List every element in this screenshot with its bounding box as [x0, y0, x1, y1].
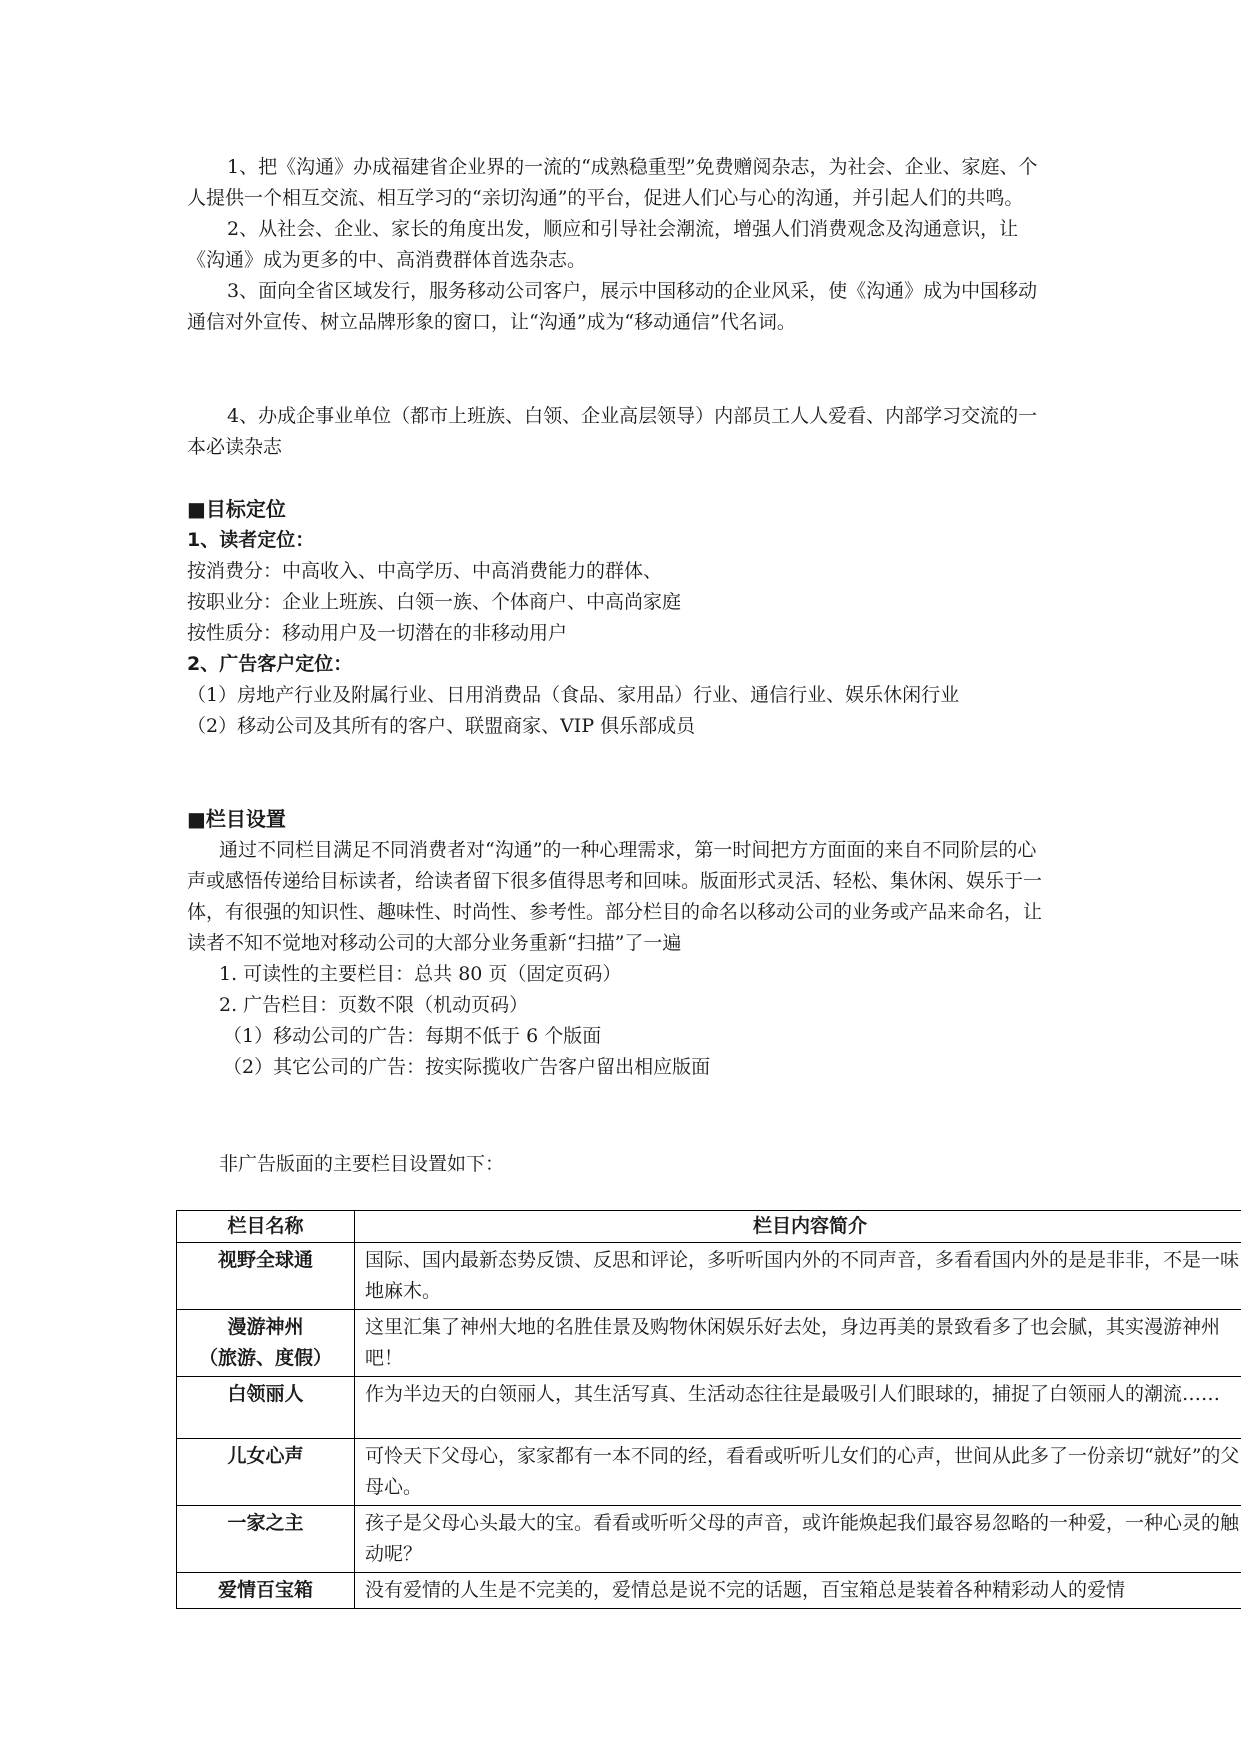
- column-desc-cell: 国际、国内最新态势反馈、反思和评论，多听听国内外的不同声音，多看看国内外的是是非非，不是一味地麻木。: [355, 1243, 1241, 1310]
- intro-section: [187, 152, 1055, 338]
- column-name: 白领丽人: [227, 1383, 304, 1405]
- table-intro-block: [187, 1149, 1055, 1180]
- column-name: 漫游神州: [227, 1316, 304, 1338]
- column-desc-cell: 作为半边天的白领丽人，其生活写真、生活动态往往是最吸引人们眼球的，捕捉了白领丽人的潮流……: [355, 1377, 1241, 1439]
- columns-sub-list-item: （2）其它公司的广告：按实际揽收广告客户留出相应版面: [223, 1056, 711, 1078]
- columns-heading: ■栏目设置: [187, 807, 286, 831]
- column-name-cell: [177, 1377, 355, 1439]
- columns-intro: 通过不同栏目满足不同消费者对“沟通”的一种心理需求，第一时间把方方面面的来自不同阶层的心声或感悟传递给目标读者，给读者留下很多值得思考和回味。版面形式灵活、轻松、集休闲、娱乐于一体，有很强的知识性、趣味性、时尚性、参考性。部分栏目的命名以移动公司的业务或产品来命名，让读者不知不觉地对移动公司的大部分业务重新“扫描”了一遍: [187, 839, 1043, 954]
- intro-paragraph-4: 4、办成企事业单位（都市上班族、白领、企业高层领导）内部员工人人爱看、内部学习交流的一本必读杂志: [187, 405, 1038, 458]
- intro-paragraph-1: 1、把《沟通》办成福建省企业界的一流的“成熟稳重型”免费赠阅杂志，为社会、企业、家庭、个人提供一个相互交流、相互学习的“亲切沟通”的平台，促进人们心与心的沟通，并引起人们的共鸣。: [187, 156, 1038, 209]
- ad-heading: 2、广告客户定位：: [187, 653, 353, 675]
- column-name-cell: [177, 1573, 355, 1609]
- table-intro: 非广告版面的主要栏目设置如下：: [219, 1153, 505, 1175]
- column-name-cell: [177, 1506, 355, 1573]
- columns-list-item: 2. 广告栏目：页数不限（机动页码）: [219, 994, 529, 1016]
- table-row: [177, 1377, 1241, 1439]
- column-name-cell: [177, 1310, 355, 1377]
- reader-line: 按性质分：移动用户及一切潜在的非移动用户: [187, 622, 568, 644]
- column-name: 视野全球通: [217, 1249, 313, 1271]
- table-row: [177, 1310, 1241, 1377]
- table-row: [177, 1439, 1241, 1506]
- intro-paragraph-3: 3、面向全省区域发行，服务移动公司客户，展示中国移动的企业风采，使《沟通》成为中国移动通信对外宣传、树立品牌形象的窗口，让“沟通”成为“移动通信”代名词。: [187, 280, 1038, 333]
- table-header-row: [177, 1211, 1241, 1243]
- intro-paragraph-2: 2、从社会、企业、家长的角度出发，顺应和引导社会潮流，增强人们消费观念及沟通意识，让《沟通》成为更多的中、高消费群体首选杂志。: [187, 218, 1019, 271]
- target-section: [187, 494, 1055, 742]
- column-name-cell: [177, 1243, 355, 1310]
- reader-line: 按职业分：企业上班族、白领一族、个体商户、中高尚家庭: [187, 591, 682, 613]
- table-row: [177, 1573, 1241, 1609]
- ad-line: （2）移动公司及其所有的客户、联盟商家、VIP 俱乐部成员: [187, 715, 696, 737]
- table-row: [177, 1243, 1241, 1310]
- column-desc-cell: 这里汇集了神州大地的名胜佳景及购物休闲娱乐好去处，身边再美的景致看多了也会腻，其实漫游神州吧！: [355, 1310, 1241, 1377]
- ad-line: （1）房地产行业及附属行业、日用消费品（食品、家用品）行业、通信行业、娱乐休闲行业: [187, 684, 960, 706]
- columns-section: [187, 804, 1055, 1083]
- column-name: 儿女心声: [227, 1445, 304, 1467]
- column-name: 爱情百宝箱: [217, 1579, 313, 1601]
- columns-list-item: 1. 可读性的主要栏目：总共 80 页（固定页码）: [219, 963, 622, 985]
- columns-table: [176, 1210, 1241, 1609]
- column-desc-cell: 可怜天下父母心，家家都有一本不同的经，看看或听听儿女们的心声，世间从此多了一份亲切“就好”的父母心。: [355, 1439, 1241, 1506]
- table-header-desc: 栏目内容简介: [355, 1211, 1241, 1243]
- table-header-name: 栏目名称: [177, 1211, 355, 1243]
- columns-sub-list-item: （1）移动公司的广告：每期不低于 6 个版面: [223, 1025, 602, 1047]
- column-name-cell: [177, 1439, 355, 1506]
- column-name-sub: （旅游、度假）: [198, 1347, 332, 1369]
- column-desc-cell: 没有爱情的人生是不完美的，爱情总是说不完的话题，百宝箱总是装着各种精彩动人的爱情: [355, 1573, 1241, 1609]
- intro-section-2: [187, 401, 1055, 463]
- column-desc-cell: 孩子是父母心头最大的宝。看看或听听父母的声音，或许能焕起我们最容易忽略的一种爱，一种心灵的触动呢？: [355, 1506, 1241, 1573]
- reader-line: 按消费分：中高收入、中高学历、中高消费能力的群体、: [187, 560, 663, 582]
- reader-heading: 1、读者定位：: [187, 529, 315, 551]
- column-name: 一家之主: [227, 1512, 304, 1534]
- target-heading: ■目标定位: [187, 497, 286, 521]
- table-row: [177, 1506, 1241, 1573]
